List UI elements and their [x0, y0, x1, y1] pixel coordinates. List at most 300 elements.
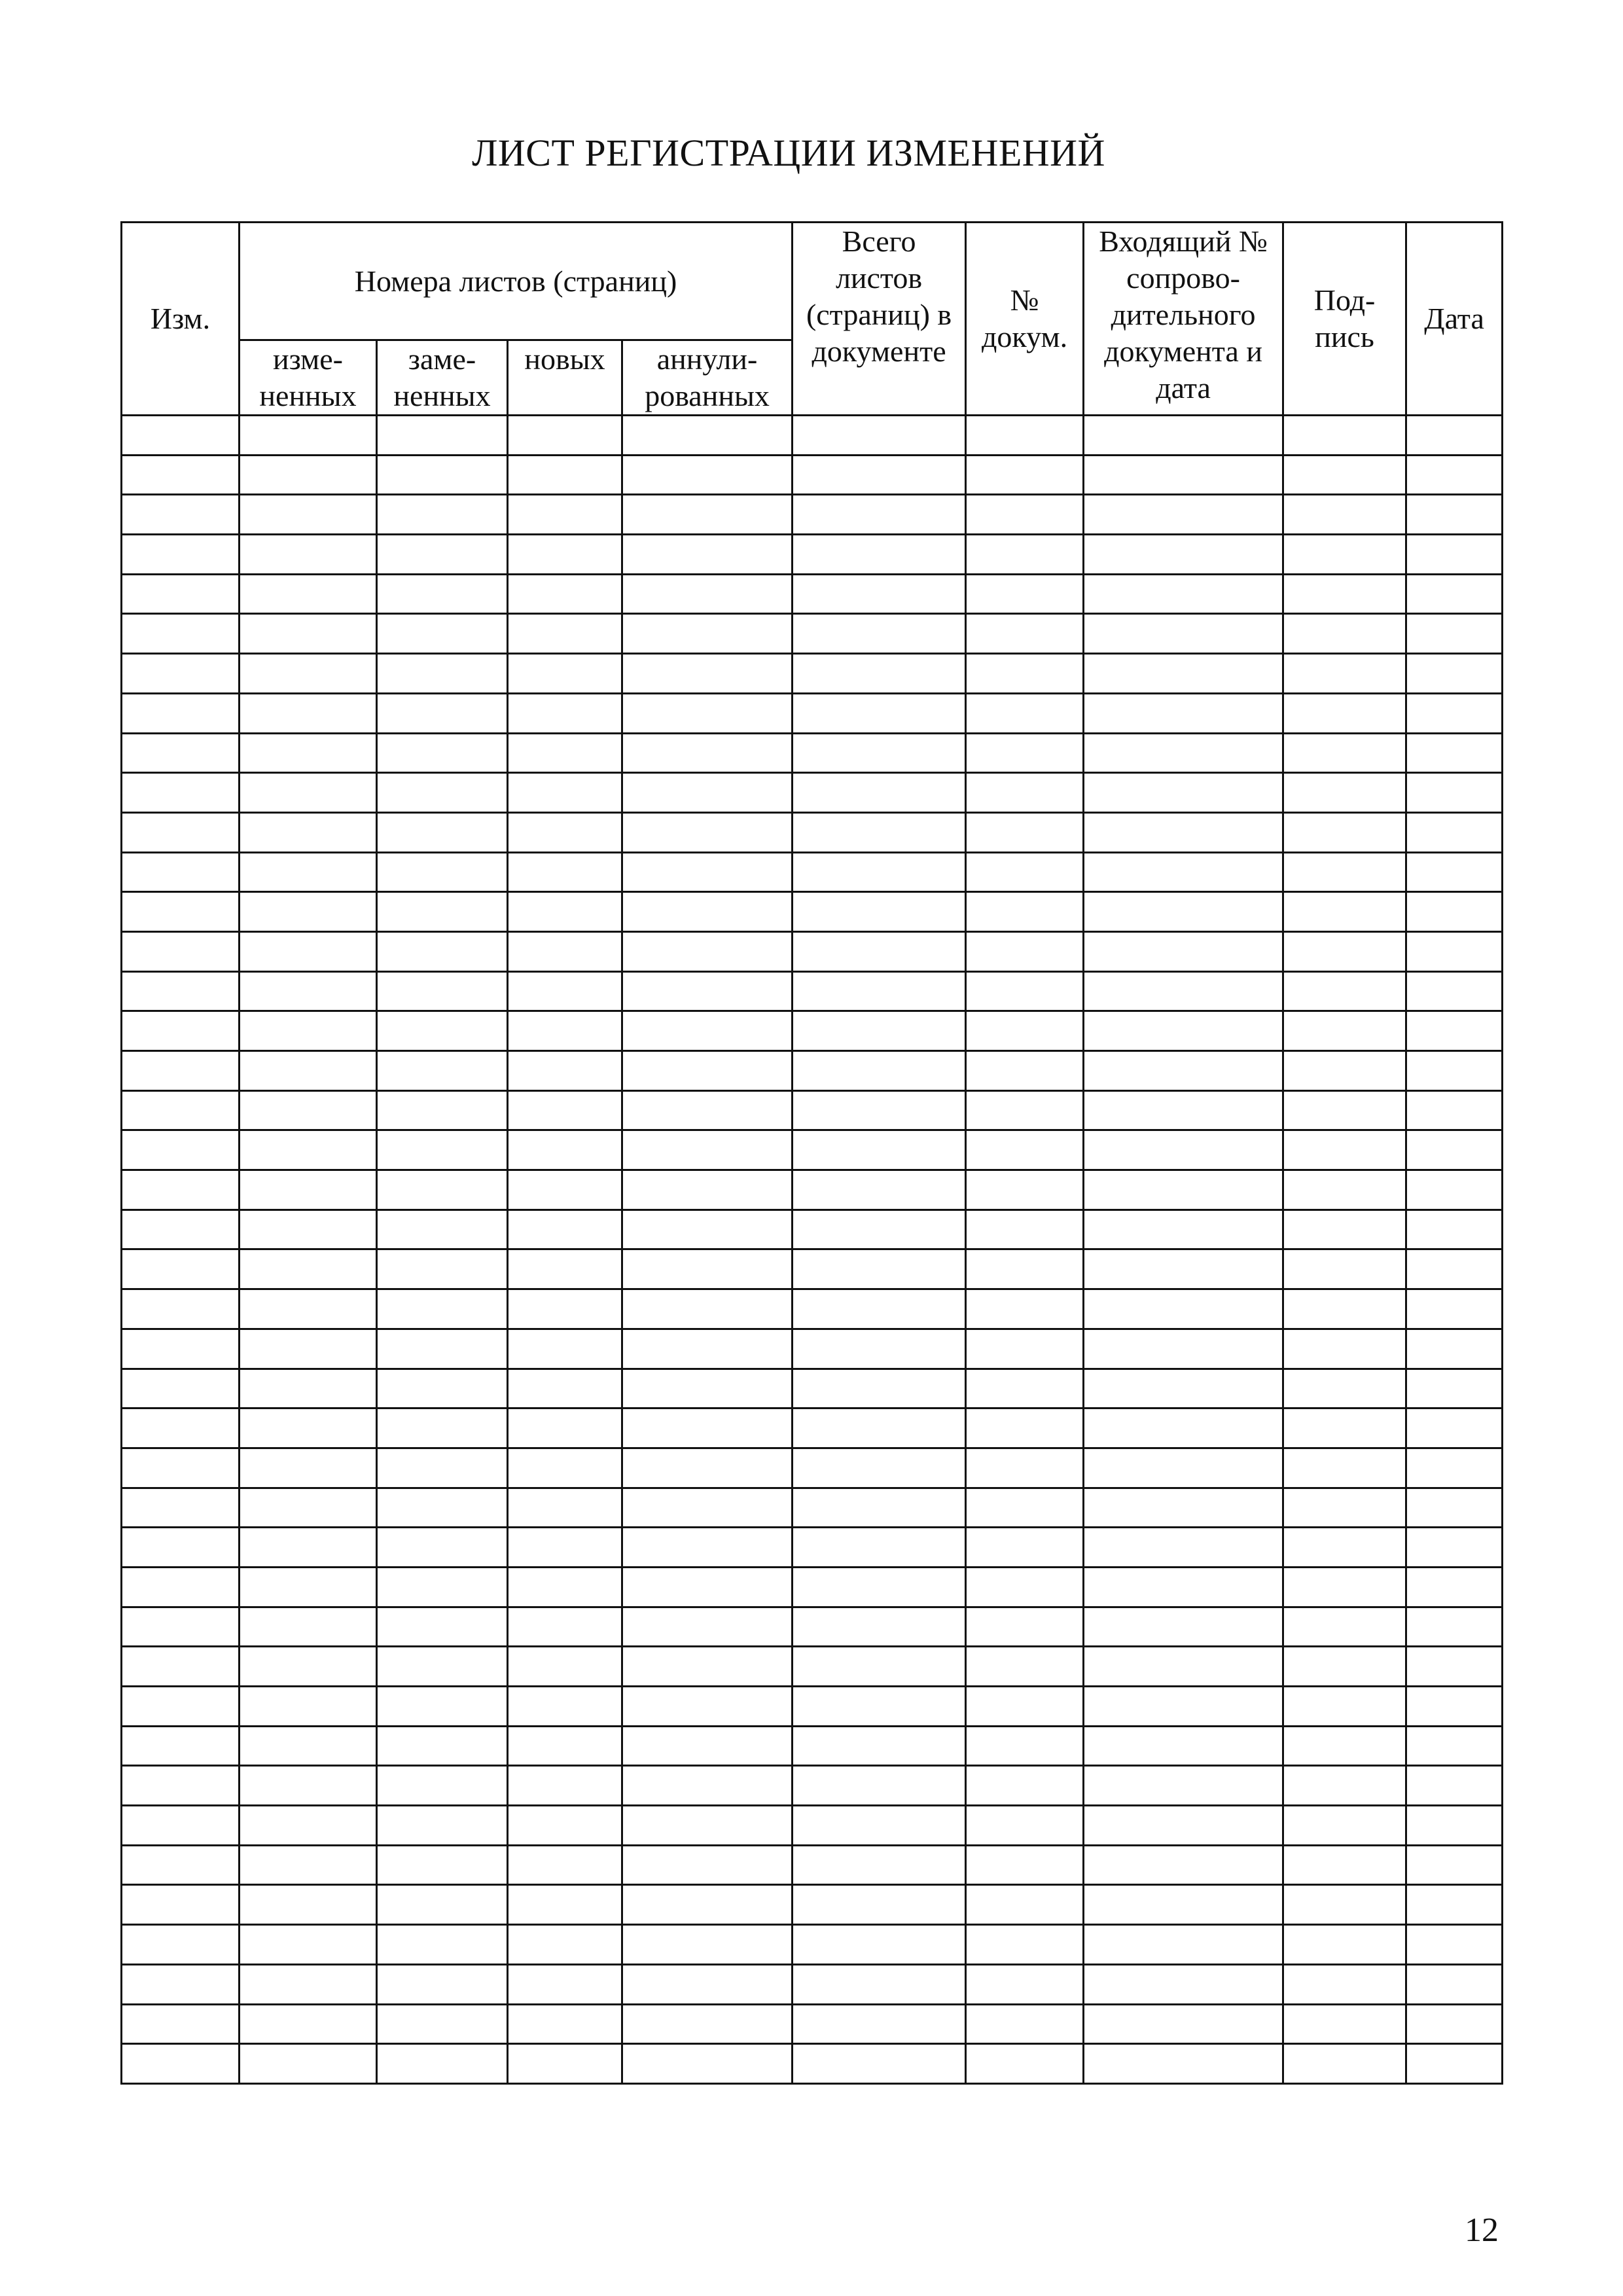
table-cell	[1084, 1726, 1283, 1766]
table-cell	[622, 574, 793, 614]
table-cell	[1084, 812, 1283, 852]
table-cell	[122, 1567, 240, 1607]
table-cell	[1283, 1647, 1406, 1687]
table-cell	[1084, 1210, 1283, 1249]
table-cell	[240, 1289, 377, 1329]
table-cell	[240, 693, 377, 733]
table-cell	[622, 1448, 793, 1488]
table-cell	[966, 1687, 1084, 1727]
table-cell	[1283, 892, 1406, 932]
table-cell	[966, 812, 1084, 852]
table-cell	[622, 1726, 793, 1766]
table-cell	[1283, 1607, 1406, 1647]
table-cell	[793, 1051, 966, 1091]
table-cell	[1084, 693, 1283, 733]
table-cell	[1084, 1885, 1283, 1925]
table-row	[122, 1170, 1503, 1210]
header-replaced: заме- ненных	[377, 340, 508, 416]
change-registration-table	[120, 221, 1503, 2085]
table-cell	[1084, 1567, 1283, 1607]
table-cell	[622, 931, 793, 971]
table-cell	[1406, 2004, 1503, 2044]
table-cell	[1283, 812, 1406, 852]
table-cell	[1084, 1488, 1283, 1528]
table-cell	[122, 1011, 240, 1051]
table-cell	[240, 1249, 377, 1289]
table-cell	[508, 1528, 622, 1568]
table-cell	[622, 1051, 793, 1091]
table-cell	[793, 1885, 966, 1925]
table-cell	[377, 1925, 508, 1965]
table-cell	[1406, 1726, 1503, 1766]
table-cell	[508, 1607, 622, 1647]
table-cell	[622, 1329, 793, 1369]
table-cell	[122, 1687, 240, 1727]
table-cell	[377, 1130, 508, 1170]
table-cell	[122, 2004, 240, 2044]
table-row	[122, 1806, 1503, 1846]
table-cell	[377, 1448, 508, 1488]
table-cell	[1283, 1766, 1406, 1806]
table-row	[122, 574, 1503, 614]
table-cell	[966, 1726, 1084, 1766]
table-cell	[1406, 1845, 1503, 1885]
table-cell	[1283, 574, 1406, 614]
table-cell	[1283, 2044, 1406, 2084]
table-cell	[240, 1567, 377, 1607]
table-cell	[508, 416, 622, 456]
table-cell	[1084, 773, 1283, 813]
table-cell	[793, 1488, 966, 1528]
table-cell	[1084, 852, 1283, 892]
table-cell	[622, 1925, 793, 1965]
table-cell	[1406, 1964, 1503, 2004]
table-row	[122, 1369, 1503, 1408]
table-cell	[1406, 971, 1503, 1011]
table-cell	[122, 733, 240, 773]
table-cell	[377, 733, 508, 773]
header-new: новых	[508, 340, 622, 416]
table-cell	[793, 1090, 966, 1130]
table-cell	[122, 614, 240, 654]
table-cell	[966, 1528, 1084, 1568]
table-cell	[622, 852, 793, 892]
table-cell	[1084, 1806, 1283, 1846]
table-cell	[1084, 892, 1283, 932]
table-cell	[793, 693, 966, 733]
table-cell	[1283, 1726, 1406, 1766]
table-cell	[622, 654, 793, 694]
table-cell	[793, 1845, 966, 1885]
table-cell	[1283, 1249, 1406, 1289]
table-cell	[966, 1130, 1084, 1170]
table-cell	[508, 1726, 622, 1766]
table-cell	[1283, 455, 1406, 495]
table-cell	[1283, 1130, 1406, 1170]
table-cell	[622, 535, 793, 575]
table-cell	[1084, 1766, 1283, 1806]
table-cell	[122, 773, 240, 813]
table-cell	[793, 812, 966, 852]
table-cell	[1283, 1925, 1406, 1965]
table-cell	[622, 693, 793, 733]
table-row	[122, 1090, 1503, 1130]
table-cell	[122, 495, 240, 535]
table-cell	[966, 654, 1084, 694]
table-cell	[508, 614, 622, 654]
table-cell	[622, 1130, 793, 1170]
table-cell	[1283, 1488, 1406, 1528]
table-row	[122, 1845, 1503, 1885]
table-cell	[508, 1488, 622, 1528]
table-cell	[240, 1964, 377, 2004]
table-cell	[1406, 535, 1503, 575]
table-cell	[122, 1130, 240, 1170]
table-cell	[508, 2004, 622, 2044]
table-row	[122, 1329, 1503, 1369]
table-cell	[1283, 1210, 1406, 1249]
table-cell	[1406, 455, 1503, 495]
table-cell	[966, 1647, 1084, 1687]
table-cell	[1283, 1170, 1406, 1210]
table-cell	[1084, 931, 1283, 971]
table-cell	[1084, 1647, 1283, 1687]
table-cell	[966, 2044, 1084, 2084]
table-cell	[240, 773, 377, 813]
table-cell	[793, 1567, 966, 1607]
table-cell	[1406, 1806, 1503, 1846]
table-cell	[793, 1170, 966, 1210]
table-cell	[240, 1051, 377, 1091]
table-cell	[1406, 1766, 1503, 1806]
table-cell	[508, 1647, 622, 1687]
table-cell	[122, 1488, 240, 1528]
table-cell	[377, 1964, 508, 2004]
table-cell	[1084, 1964, 1283, 2004]
table-cell	[1283, 1369, 1406, 1408]
table-cell	[240, 1647, 377, 1687]
table-cell	[793, 1130, 966, 1170]
table-cell	[122, 416, 240, 456]
table-cell	[966, 733, 1084, 773]
table-cell	[622, 773, 793, 813]
table-cell	[1084, 1289, 1283, 1329]
table-cell	[793, 1726, 966, 1766]
table-cell	[1406, 416, 1503, 456]
table-cell	[1283, 1329, 1406, 1369]
table-cell	[1406, 574, 1503, 614]
table-cell	[240, 812, 377, 852]
table-row	[122, 2044, 1503, 2084]
header-signature: Под- пись	[1283, 223, 1406, 416]
table-cell	[622, 1607, 793, 1647]
table-cell	[240, 574, 377, 614]
table-cell	[1406, 733, 1503, 773]
table-cell	[966, 1845, 1084, 1885]
table-cell	[1406, 1289, 1503, 1329]
table-row	[122, 1130, 1503, 1170]
table-cell	[1084, 1925, 1283, 1965]
table-cell	[240, 1925, 377, 1965]
table-cell	[966, 693, 1084, 733]
header-annulled: аннули- рованных	[622, 340, 793, 416]
table-row	[122, 535, 1503, 575]
table-cell	[1283, 1964, 1406, 2004]
table-cell	[622, 1090, 793, 1130]
table-cell	[1406, 1249, 1503, 1289]
table-cell	[622, 1011, 793, 1051]
table-cell	[1283, 1408, 1406, 1448]
table-cell	[240, 416, 377, 456]
table-cell	[240, 1528, 377, 1568]
table-cell	[1406, 1925, 1503, 1965]
table-cell	[508, 812, 622, 852]
table-cell	[122, 2044, 240, 2084]
table-cell	[240, 495, 377, 535]
table-cell	[966, 773, 1084, 813]
table-cell	[622, 1170, 793, 1210]
table-cell	[793, 1011, 966, 1051]
table-cell	[508, 1964, 622, 2004]
table-cell	[240, 1607, 377, 1647]
table-cell	[622, 1488, 793, 1528]
table-cell	[240, 892, 377, 932]
table-cell	[1283, 1845, 1406, 1885]
table-cell	[508, 1448, 622, 1488]
table-cell	[1283, 654, 1406, 694]
table-cell	[508, 971, 622, 1011]
table-cell	[622, 1289, 793, 1329]
table-cell	[240, 1488, 377, 1528]
table-row	[122, 1289, 1503, 1329]
table-cell	[1406, 773, 1503, 813]
table-cell	[240, 1090, 377, 1130]
table-cell	[1283, 1806, 1406, 1846]
table-cell	[622, 1408, 793, 1448]
table-cell	[1084, 1090, 1283, 1130]
table-cell	[1084, 416, 1283, 456]
table-cell	[1406, 1369, 1503, 1408]
table-cell	[966, 1806, 1084, 1846]
page-title: ЛИСТ РЕГИСТРАЦИИ ИЗМЕНЕНИЙ	[472, 132, 1105, 174]
table-cell	[793, 733, 966, 773]
table-cell	[377, 892, 508, 932]
table-cell	[1283, 1448, 1406, 1488]
table-cell	[966, 1329, 1084, 1369]
table-row	[122, 1210, 1503, 1249]
table-row	[122, 1885, 1503, 1925]
table-cell	[622, 1766, 793, 1806]
table-cell	[1084, 495, 1283, 535]
table-cell	[508, 654, 622, 694]
table-cell	[377, 773, 508, 813]
table-cell	[966, 1170, 1084, 1210]
table-cell	[793, 1528, 966, 1568]
table-cell	[966, 1766, 1084, 1806]
table-cell	[1283, 1051, 1406, 1091]
table-cell	[793, 574, 966, 614]
table-cell	[122, 1369, 240, 1408]
table-cell	[508, 852, 622, 892]
table-cell	[1406, 654, 1503, 694]
table-cell	[377, 1369, 508, 1408]
table-cell	[508, 1130, 622, 1170]
table-cell	[966, 1448, 1084, 1488]
table-cell	[622, 1528, 793, 1568]
table-cell	[1406, 1090, 1503, 1130]
table-cell	[508, 1369, 622, 1408]
table-cell	[377, 971, 508, 1011]
table-cell	[1406, 1408, 1503, 1448]
table-cell	[793, 614, 966, 654]
table-cell	[377, 1329, 508, 1369]
table-row	[122, 1766, 1503, 1806]
table-cell	[793, 495, 966, 535]
table-row	[122, 495, 1503, 535]
table-cell	[1406, 1448, 1503, 1488]
table-cell	[240, 1329, 377, 1369]
table-cell	[508, 1885, 622, 1925]
table-cell	[240, 1011, 377, 1051]
table-cell	[122, 1647, 240, 1687]
table-cell	[1084, 1249, 1283, 1289]
table-cell	[966, 535, 1084, 575]
table-row	[122, 733, 1503, 773]
table-cell	[1084, 1687, 1283, 1727]
table-cell	[1283, 495, 1406, 535]
table-cell	[793, 1766, 966, 1806]
table-cell	[122, 1528, 240, 1568]
table-cell	[377, 495, 508, 535]
table-cell	[240, 852, 377, 892]
table-cell	[793, 2044, 966, 2084]
table-cell	[966, 416, 1084, 456]
table-cell	[1283, 2004, 1406, 2044]
table-cell	[122, 1051, 240, 1091]
table-cell	[508, 693, 622, 733]
table-cell	[1084, 1011, 1283, 1051]
table-cell	[793, 971, 966, 1011]
header-total-sheets: Всего листов (страниц) в документе	[793, 223, 966, 416]
table-row	[122, 1488, 1503, 1528]
table-cell	[622, 495, 793, 535]
table-cell	[122, 1607, 240, 1647]
table-cell	[966, 614, 1084, 654]
table-cell	[240, 455, 377, 495]
table-cell	[508, 1289, 622, 1329]
table-cell	[1084, 733, 1283, 773]
table-cell	[240, 1369, 377, 1408]
table-cell	[508, 455, 622, 495]
table-cell	[240, 2004, 377, 2044]
table-cell	[622, 2044, 793, 2084]
table-cell	[1084, 455, 1283, 495]
table-cell	[377, 1806, 508, 1846]
header-date: Дата	[1406, 223, 1503, 416]
table-cell	[1406, 495, 1503, 535]
table-cell	[622, 2004, 793, 2044]
table-cell	[1406, 1210, 1503, 1249]
table-cell	[793, 1408, 966, 1448]
table-cell	[508, 1170, 622, 1210]
table-cell	[377, 1170, 508, 1210]
table-cell	[508, 1051, 622, 1091]
table-cell	[508, 1090, 622, 1130]
table-cell	[793, 416, 966, 456]
table-row	[122, 1726, 1503, 1766]
table-cell	[1283, 1687, 1406, 1727]
table-row	[122, 971, 1503, 1011]
table-body	[122, 416, 1503, 2084]
table-cell	[508, 1687, 622, 1727]
table-cell	[622, 1687, 793, 1727]
table-cell	[1084, 614, 1283, 654]
table-row	[122, 1051, 1503, 1091]
table-cell	[793, 1925, 966, 1965]
table-cell	[377, 1249, 508, 1289]
table-cell	[622, 892, 793, 932]
table-cell	[122, 455, 240, 495]
table-cell	[1084, 1051, 1283, 1091]
table-cell	[122, 971, 240, 1011]
table-row	[122, 773, 1503, 813]
table-cell	[1283, 1885, 1406, 1925]
table-cell	[1283, 1567, 1406, 1607]
table-cell	[1406, 1528, 1503, 1568]
table-cell	[622, 1369, 793, 1408]
table-cell	[377, 1488, 508, 1528]
table-cell	[966, 1964, 1084, 2004]
table-cell	[122, 1925, 240, 1965]
table-cell	[377, 1528, 508, 1568]
table-cell	[240, 1408, 377, 1448]
table-cell	[622, 971, 793, 1011]
table-cell	[966, 1369, 1084, 1408]
table-cell	[1084, 1528, 1283, 1568]
table-cell	[508, 1925, 622, 1965]
table-cell	[622, 733, 793, 773]
table-cell	[966, 455, 1084, 495]
table-cell	[240, 535, 377, 575]
table-row	[122, 1408, 1503, 1448]
table-cell	[1283, 614, 1406, 654]
table-cell	[622, 1845, 793, 1885]
table-cell	[377, 852, 508, 892]
table-cell	[122, 1845, 240, 1885]
header-izm: Изм.	[122, 223, 240, 416]
table-cell	[966, 1885, 1084, 1925]
table-cell	[966, 1567, 1084, 1607]
table-cell	[1084, 971, 1283, 1011]
table-cell	[966, 931, 1084, 971]
table-cell	[377, 1607, 508, 1647]
table-row	[122, 1528, 1503, 1568]
table-cell	[122, 1448, 240, 1488]
table-cell	[966, 2004, 1084, 2044]
table-cell	[966, 574, 1084, 614]
table-cell	[122, 1408, 240, 1448]
table-cell	[966, 1925, 1084, 1965]
header-incoming-document: Входящий № сопрово- дительного документа и дата	[1084, 223, 1283, 416]
table-cell	[377, 614, 508, 654]
table-cell	[793, 892, 966, 932]
table-cell	[377, 2044, 508, 2084]
table-cell	[793, 1329, 966, 1369]
table-cell	[793, 1210, 966, 1249]
table-cell	[508, 1210, 622, 1249]
table-cell	[793, 773, 966, 813]
table-cell	[122, 693, 240, 733]
